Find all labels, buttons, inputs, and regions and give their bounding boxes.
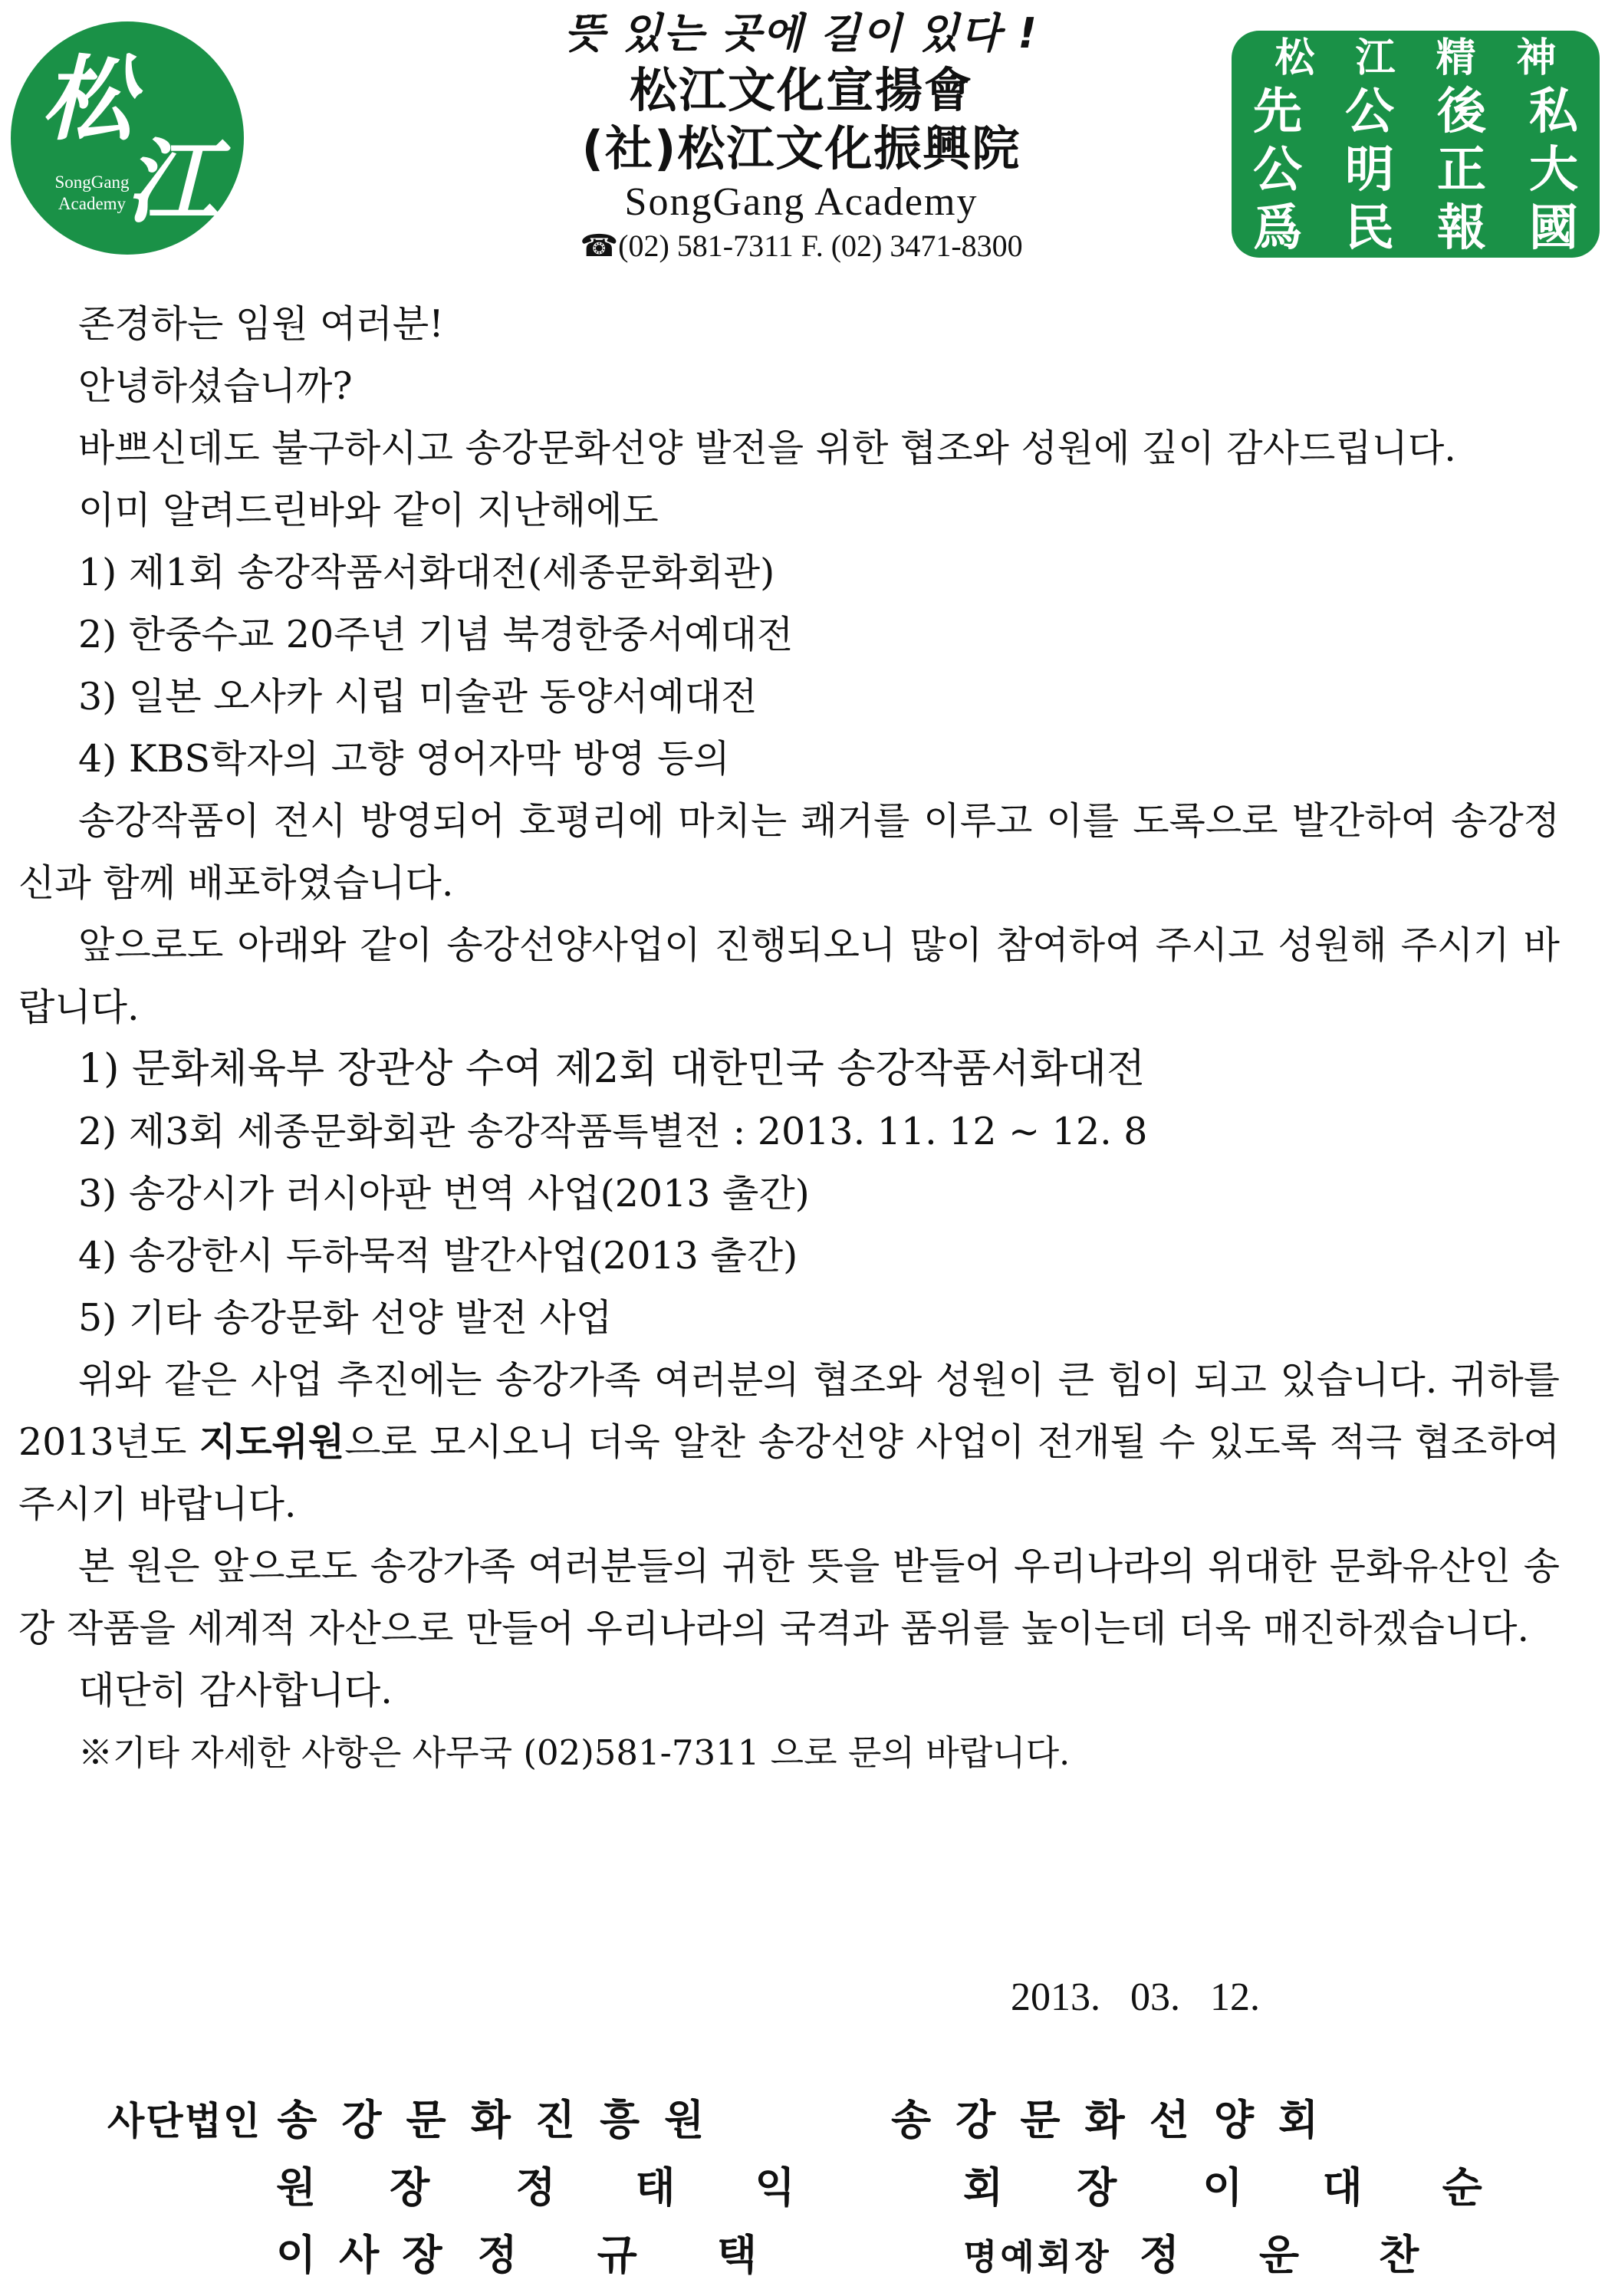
seal-char: 江 <box>1355 35 1396 81</box>
greeting-line-1: 존경하는 임원 여러분! <box>78 302 444 346</box>
past-intro: 이미 알려드린바와 같이 지난해에도 <box>78 488 659 532</box>
seal-char: 神 <box>1516 35 1557 81</box>
person-name: 이대순 <box>1202 2163 1562 2212</box>
support-paragraph <box>18 1349 1560 1535</box>
signature-person-line <box>891 2229 1562 2296</box>
logo-subtitle-line2: Academy <box>58 194 127 213</box>
org-name: 송강문화진흥원 <box>277 2096 729 2144</box>
signature-org-line <box>107 2094 875 2161</box>
person-name: 정규택 <box>477 2231 837 2279</box>
seal-char: 明 <box>1345 142 1394 199</box>
seal-char: 國 <box>1529 200 1578 257</box>
future-item: 3) 송강시가 러시아판 번역 사업(2013 출간) <box>78 1172 810 1215</box>
person-role: 이사장 <box>276 2231 465 2279</box>
seal-char: 精 <box>1436 35 1476 81</box>
seal-char: 爲 <box>1253 200 1302 257</box>
org-name-hanja-1: 松江文化宣揚會 <box>629 62 973 118</box>
support-text-b: 으로 모시오니 더욱 알찬 송강선양 사업이 전개될 수 있도록 적극 협조하여 주시기 바랍니다. <box>18 1420 1561 1526</box>
letterhead-title-block <box>429 6 1173 265</box>
seal-char: 後 <box>1437 84 1486 140</box>
seal-char: 私 <box>1529 84 1578 140</box>
future-item: 1) 문화체육부 장관상 수여 제2회 대한민국 송강작품서화대전 <box>78 1046 1146 1092</box>
signature-org-line <box>891 2094 1562 2161</box>
seal-row-2 <box>1232 84 1600 140</box>
academy-name: SongGang Academy <box>624 180 978 224</box>
logo-glyph-song: 松 <box>41 45 133 153</box>
songgang-academy-logo <box>11 21 244 255</box>
past-item: 1) 제1회 송강작품서화대전(세종문화회관) <box>78 551 775 594</box>
seal-char: 大 <box>1529 142 1578 199</box>
person-role: 명예회장 <box>963 2236 1112 2278</box>
pledge-paragraph: 본 원은 앞으로도 송강가족 여러분들의 귀한 뜻을 받들어 우리나라의 위대한 문화유산인 송강 작품을 세계적 자산으로 만들어 우리나라의 국격과 품위를 높이는데 더욱 매진하겠습니다. <box>18 1544 1560 1650</box>
logo-subtitle-line1: SongGang <box>54 173 130 192</box>
support-role-bold: 지도위원 <box>199 1420 345 1464</box>
seal-row-4 <box>1232 200 1600 257</box>
contact-phone-fax: ☎(02) 581-7311 F. (02) 3471-8300 <box>580 229 1023 263</box>
org-prefix: 사단법인 <box>107 2099 262 2143</box>
signature-block-left <box>107 2094 875 2296</box>
person-role: 회장 <box>963 2163 1191 2212</box>
seal-char: 公 <box>1345 84 1394 140</box>
seal-char: 民 <box>1345 200 1394 257</box>
support-text-a: 위와 같은 사업 추진에는 송강가족 여러분의 협조와 성원이 큰 힘이 되고 있습니다. 귀하를 2013년도 <box>18 1358 1560 1464</box>
future-item: 4) 송강한시 두하묵적 발간사업(2013 출간) <box>78 1234 798 1278</box>
past-result-paragraph: 송강작품이 전시 방영되어 호평리에 마치는 쾌거를 이루고 이를 도록으로 발간하여 송강정신과 함께 배포하였습니다. <box>18 799 1560 905</box>
motto: 뜻 있는 곳에 길이 있다 ! <box>564 9 1039 58</box>
person-role: 원장 <box>276 2163 504 2212</box>
seal-row-3 <box>1232 142 1600 199</box>
logo-glyph-gang: 江 <box>126 128 218 236</box>
letter-body <box>18 293 1560 1784</box>
future-intro-paragraph: 앞으로도 아래와 같이 송강선양사업이 진행되오니 많이 참여하여 주시고 성원해 주시기 바랍니다. <box>18 923 1560 1029</box>
songgang-spirit-seal <box>1232 31 1600 258</box>
signature-person-line <box>107 2161 875 2229</box>
signature-person-line <box>107 2229 875 2296</box>
logo-subtitle <box>46 172 138 215</box>
letter-date: 2013. 03. 12. <box>1011 1975 1260 2019</box>
closing-line: 대단히 감사합니다. <box>78 1669 393 1712</box>
contact-note: ※기타 자세한 사항은 사무국 (02)581-7311 으로 문의 바랍니다. <box>78 1732 1071 1773</box>
seal-char: 松 <box>1274 35 1315 81</box>
past-item: 3) 일본 오사카 시립 미술관 동양서예대전 <box>78 675 758 719</box>
person-name: 정태익 <box>515 2163 875 2212</box>
seal-char: 公 <box>1253 142 1302 199</box>
signature-person-line <box>891 2161 1562 2229</box>
org-name-hanja-2: (社)松江文化振興院 <box>581 120 1021 176</box>
seal-char: 報 <box>1437 200 1486 257</box>
seal-row-1 <box>1232 35 1600 81</box>
future-item: 5) 기타 송강문화 선양 발전 사업 <box>78 1296 613 1340</box>
future-item: 2) 제3회 세종문화회관 송강작품특별전 : 2013. 11. 12 ~ 12. 8 <box>78 1110 1148 1153</box>
past-item: 2) 한중수교 20주년 기념 북경한중서예대전 <box>78 613 794 656</box>
org-name: 송강문화선양회 <box>891 2096 1344 2144</box>
greeting-line-2: 안녕하셨습니까? <box>78 364 353 408</box>
person-name: 정운찬 <box>1139 2231 1499 2279</box>
past-item: 4) KBS학자의 고향 영어자막 방영 등의 <box>78 737 730 781</box>
seal-char: 正 <box>1437 142 1486 199</box>
signature-block-right <box>891 2094 1562 2296</box>
seal-char: 先 <box>1253 84 1302 140</box>
letterhead <box>0 0 1605 276</box>
thanks-paragraph: 바쁘신데도 불구하시고 송강문화선양 발전을 위한 협조와 성원에 깊이 감사드립니다. <box>78 426 1456 470</box>
